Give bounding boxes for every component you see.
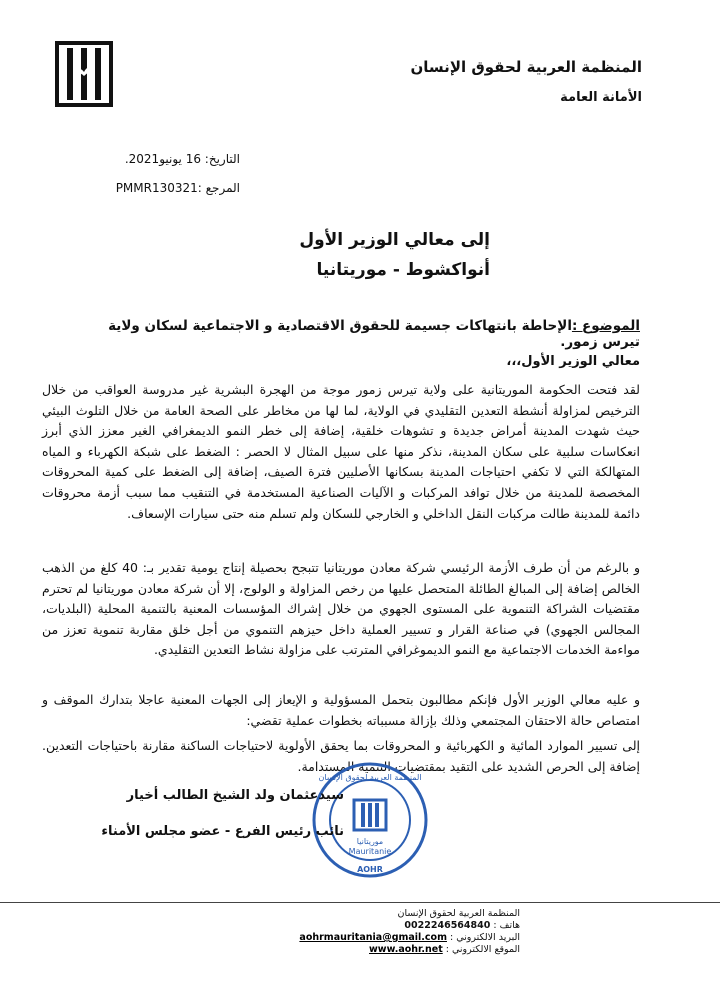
recipient-location: أنواكشوط - موريتانيا: [316, 260, 490, 280]
secretariat-label: الأمانة العامة: [560, 90, 642, 105]
body-paragraph-2: و بالرغم من أن طرف الأزمة الرئيسي شركة معادن موريتانيا تتبجح بحصيلة إنتاج يومية تقدير بـ: 40 كلغ من الذهب الخالص إضافة إلى المبالغ الطائلة المتحصل عليها من رخص المزاولة و الولوج، إلا أن شركة معادن موريتانيا لم تحترم مقتضيات الشراكة التنموية على المستوى الجهوي من خلال إشراك المؤسسات المعنية بالتنمية المحلية (البلديات، المجالس الجهوي) في صناعة القرار و تسيير العملية داخل حيزهم التنموي من أجل خلق مقاربة تنموية تعزز من مواءمة الخدمات الاجتماعية مع النمو الديموغرافي المترتب على مزاولة نشاط التعدين التقليدي.: [42, 560, 640, 658]
official-stamp-icon: [310, 760, 430, 880]
organization-logo-icon: [54, 40, 114, 108]
footer-divider: [0, 902, 720, 903]
footer-site-link[interactable]: www.aohr.net: [369, 944, 443, 955]
footer-phone-label: هاتف :: [493, 920, 520, 931]
footer-email-label: البريد الالكتروني :: [450, 932, 520, 943]
stamp-country-ar: موريتانيا: [356, 837, 384, 846]
body-paragraph-4: إلى تسيير الموارد المائية و الكهربائية و المحروقات بما يحقق الأولوية لاحتياجات الساكنة مقارنة باحتياجات التعدين. إضافة إلى الحرص الشديد على التقيد بمقتضيات التنمية المستدامة.: [42, 738, 640, 774]
letter-date: التاريخ: 16 يونيو2021.: [124, 152, 240, 166]
body-paragraph-1: لقد فتحت الحكومة الموريتانية على ولاية تيرس زمور موجة من الهجرة البشرية غير مدروسة العواقب من خلال الترخيص لمزاولة أنشطة التعدين التقليدي في الولاية، لما لها من مخاطر على الصحة العامة من خلال التلوث البيئي حيث شهدت المدينة أمراض جديدة و تشوهات خلقية، إضافة إلى خطر النمو الديمغرافي الغير معزز الذي أبرز انعكاسات سلبية على سكان المدينة، نذكر منها على سبيل المثال لا الحصر : الضغط على شبكة الكهرباء و المياه المتهالكة التي لا تكفي احتياجات المدينة بسكانها الأصليين فترة الصيف، إضافة إلى الضغط على كمية المحروقات المخصصة للمدينة من خلال توافد المركبات و الآليات الصناعية المستخدمة في التنقيب مما سبب أزمة محروقات دائمة للمدينة طالت مركبات النقل الداخلي و الخارجي للسكان ولم تسلم منه حتى سيارات الإسعاف.: [42, 382, 640, 521]
letter-reference: المرجع :PMMR130321: [115, 181, 240, 195]
stamp-country-lat: Mauritanie: [348, 847, 392, 856]
subject-text: الإحاطة بانتهاكات جسيمة للحقوق الاقتصادية و الاجتماعية لسكان ولاية تيرس زمور.: [108, 318, 640, 350]
footer-website: [369, 944, 520, 955]
footer-org: المنظمة العربية لحقوق الإنسان: [397, 908, 520, 919]
footer-email-link[interactable]: aohrmauritania@gmail.com: [299, 932, 447, 943]
stamp-org-text: المنظمة العربية لحقوق الإنسان: [318, 773, 422, 782]
stamp-abbr: AOHR: [357, 865, 383, 874]
recipient-title: إلى معالي الوزير الأول: [299, 230, 490, 250]
subject-label: الموضوع :: [571, 318, 640, 334]
footer-phone: [404, 920, 520, 931]
signatory-title: نائب رئيس الفرع - عضو مجلس الأمناء: [101, 824, 344, 839]
footer-phone-value: 0022246564840: [404, 920, 491, 931]
letter-subject: [78, 318, 640, 350]
signatory-name: سيدعثمان ولد الشيخ الطالب أخيار: [126, 788, 344, 803]
footer-email: [299, 932, 520, 943]
organization-name: المنظمة العربية لحقوق الإنسان: [410, 58, 642, 76]
footer-site-label: الموقع الالكتروني :: [445, 944, 520, 955]
body-paragraph-3: و عليه معالي الوزير الأول فإنكم مطالبون بتحمل المسؤولية و الإيعاز إلى الجهات المعنية عاجلا بتدارك الموقف و امتصاص حالة الاحتقان المجتمعي وذلك بإزالة مسبباته بخطوات عملية تقضي:: [42, 692, 640, 728]
salutation: معالي الوزير الأول،،،: [506, 354, 640, 369]
